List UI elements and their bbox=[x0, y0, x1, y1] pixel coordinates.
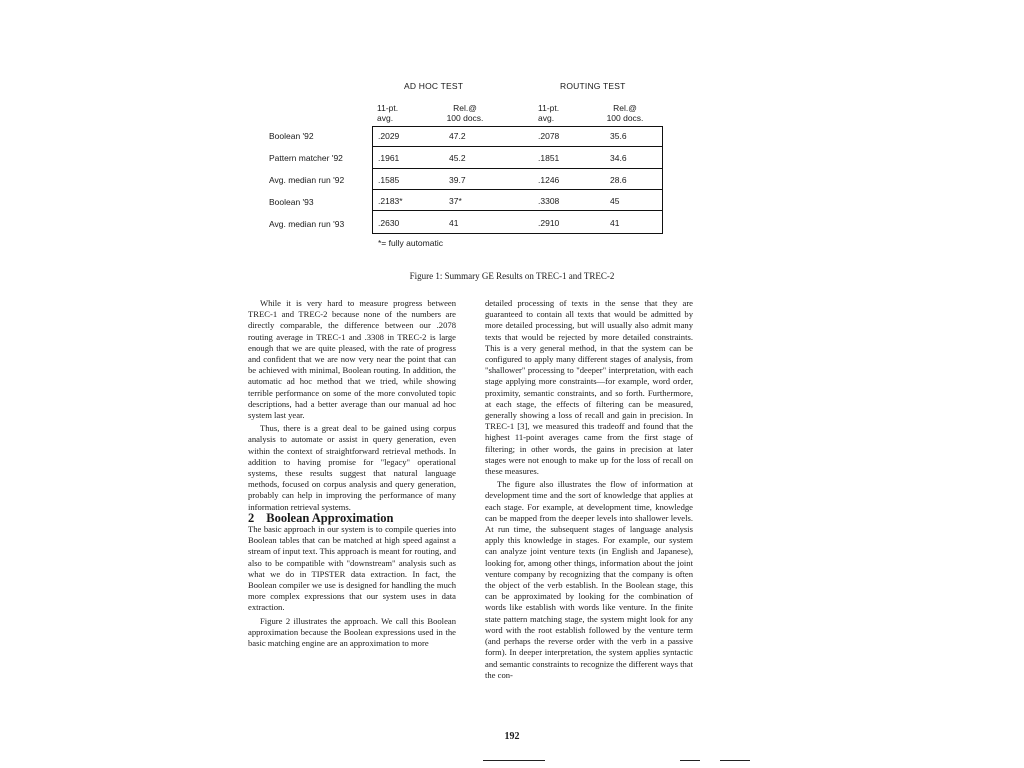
table-cell: .1246 bbox=[538, 175, 560, 185]
column-header: Rel.@ 100 docs. bbox=[446, 103, 484, 123]
table-cell: .3308 bbox=[538, 196, 560, 206]
table-cell: 47.2 bbox=[449, 131, 466, 141]
paragraph: Thus, there is a great deal to be gained using corpus analysis to automate or assist in query generation, even within the context of straightforward retrieval methods. In addition to having promise for "legacy" operational systems, these results suggest that natural language methods, focused on corpus analysis and query generation, probably can help in improving the performance of many information retrieval systems. bbox=[248, 423, 456, 512]
section-heading bbox=[248, 510, 456, 525]
row-divider bbox=[372, 168, 663, 169]
paragraph: While it is very hard to measure progress between TREC-1 and TREC-2 because none of the numbers are directly comparable, the difference between our .2078 routing average in TREC-1 and .3308 in TREC-2 is large enough that we are quite pleased, with the rate of progress and confident that we are now very near the point that can be achieved with minimal, Boolean routing. In addition, the automatic ad hoc method that we tried, while showing terrible performance on some of the more convoluted topic descriptions, had a better average than our manual ad hoc system last year. bbox=[248, 298, 456, 421]
table-cell: .2183* bbox=[378, 196, 403, 206]
paragraph: The figure also illustrates the flow of information at development time and the sort of knowledge that applies at each stage. For example, at development time, knowledge can be mapped from the deeper levels into shallower levels. At run time, the subsequent stages of language analysis apply this knowledge in stages. For example, our system can analyze joint venture texts (in English and Japanese), looking for, among other things, information about the joint venture company by recognizing that the company is often the object of the verb establish. In the Boolean stage, this can be approximated by looking for the combination of words like establish with words like venture. In the finite state pattern matching stage, the system might look for any word with the root establish followed by the venture term (and perhaps the reverse order with the verb in a passive form). In deeper interpretation, the system applies syntactic and semantic constraints to recognize the different ways that the con- bbox=[485, 479, 693, 680]
paragraph: Figure 2 illustrates the approach. We call this Boolean approximation because the Boolean expressions used in the basic matching engine are an approximation to more bbox=[248, 615, 456, 649]
row-divider bbox=[372, 146, 663, 147]
table-cell: 41 bbox=[610, 218, 620, 228]
row-label: Boolean '92 bbox=[269, 131, 314, 141]
table-cell: 28.6 bbox=[610, 175, 627, 185]
table-cell: 45.2 bbox=[449, 153, 466, 163]
table-footnote: *= fully automatic bbox=[378, 238, 443, 248]
row-divider bbox=[372, 189, 663, 190]
paragraph: The basic approach in our system is to compile queries into Boolean tables that can be matched at high speed against a stream of input text. This approach is meant for routing, and also to be compatible with "downstream" analysis such as what we do in TIPSTER data extraction. In fact, the Boolean compiler we use is designed for handling the much more complex expressions that our system uses in data extraction. bbox=[248, 524, 456, 613]
table-cell: .2910 bbox=[538, 218, 560, 228]
column-header: 11-pt. avg. bbox=[377, 103, 399, 123]
scan-artifact bbox=[720, 760, 750, 761]
table-cell: 37* bbox=[449, 196, 462, 206]
table-cell: 39.7 bbox=[449, 175, 466, 185]
table-cell: 35.6 bbox=[610, 131, 627, 141]
table-cell: .2078 bbox=[538, 131, 560, 141]
table-cell: .1851 bbox=[538, 153, 560, 163]
table-cell: .2029 bbox=[378, 131, 400, 141]
paragraph: detailed processing of texts in the sense that they are guaranteed to contain all texts that would be admitted by more detailed processing, but will usually also admit many texts that would be rejected by more detailed constraints. This is a very general method, in that the system can be configured to apply many different stages of analysis, from "shallower" processing to "deeper" interpretation, with each stage applying more constraints—for example, word order, proximity, semantic constraints, and so forth. Furthermore, at each stage, the effects of filtering can be measured, generally showing a loss of recall and gain in precision. In TREC-1 [3], we measured this tradeoff and found that the highest 11-point averages came from the first stage of filtering; in other words, the gains in precision at later stages were not enough to make up for the loss of recall on these measures. bbox=[485, 298, 693, 477]
column-header: Rel.@ 100 docs. bbox=[606, 103, 644, 123]
table-cell: 34.6 bbox=[610, 153, 627, 163]
summary-results-figure bbox=[0, 0, 1024, 290]
left-text-column bbox=[248, 298, 456, 649]
row-label: Avg. median run '93 bbox=[269, 219, 345, 229]
scan-artifact bbox=[680, 760, 700, 761]
row-label: Boolean '93 bbox=[269, 197, 314, 207]
table-cell: 41 bbox=[449, 218, 459, 228]
row-divider bbox=[372, 210, 663, 211]
figure-caption: Figure 1: Summary GE Results on TREC-1 and TREC-2 bbox=[409, 271, 615, 281]
table-cell: .2630 bbox=[378, 218, 400, 228]
table-cell: 45 bbox=[610, 196, 620, 206]
section-title: Boolean Approximation bbox=[266, 510, 394, 525]
page-number: 192 bbox=[504, 731, 520, 742]
scan-artifact bbox=[483, 760, 545, 761]
row-label: Pattern matcher '92 bbox=[269, 153, 343, 163]
column-header: 11-pt. avg. bbox=[538, 103, 560, 123]
ad-hoc-test-header: AD HOC TEST bbox=[404, 81, 464, 91]
right-text-column bbox=[485, 298, 693, 681]
section-number: 2 bbox=[248, 510, 255, 525]
routing-test-header: ROUTING TEST bbox=[560, 81, 626, 91]
table-cell: .1585 bbox=[378, 175, 400, 185]
table-cell: .1961 bbox=[378, 153, 400, 163]
row-label: Avg. median run '92 bbox=[269, 175, 345, 185]
